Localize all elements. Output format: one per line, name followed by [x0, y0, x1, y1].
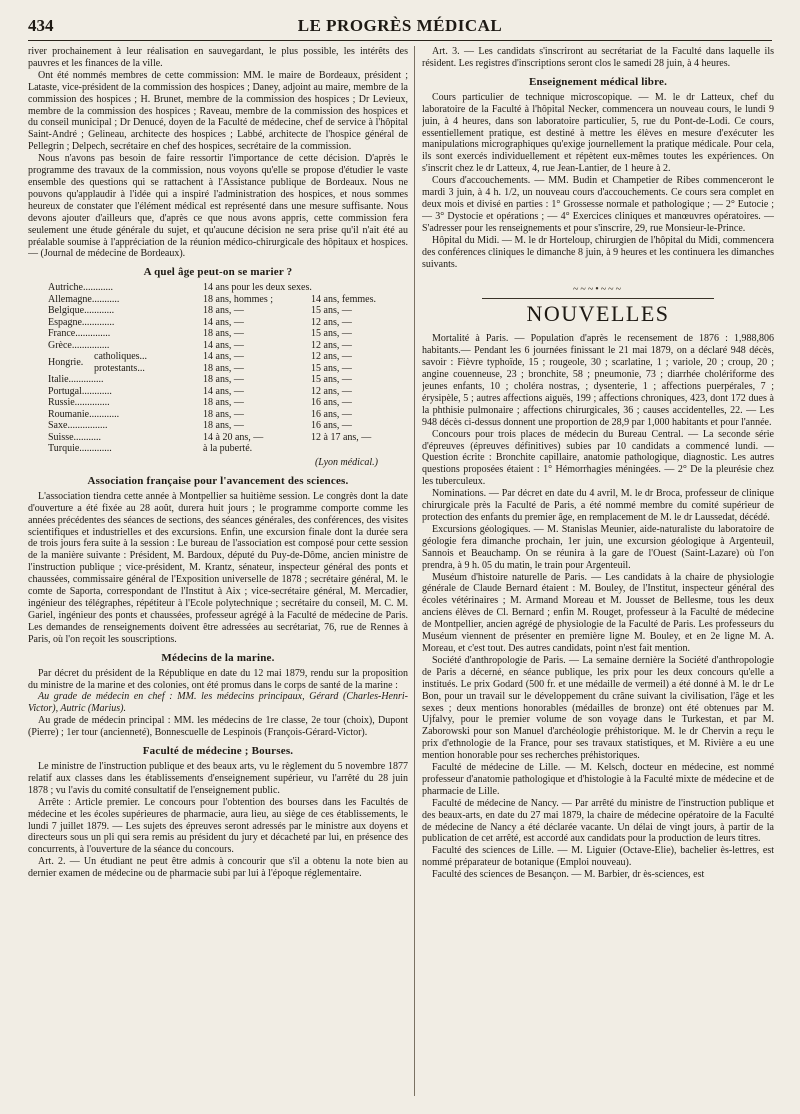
age-women: 12 ans, — [311, 316, 352, 328]
news-lille-sciences: Faculté des sciences de Lille. — M. Liguier (Octave-Elie), bachelier ès-lettres, est nommé préparateur de botanique (Emploi nouveau). [422, 845, 774, 869]
age-row [48, 432, 408, 444]
age-country: Saxe................ [48, 420, 108, 432]
age-women: 16 ans, — [311, 397, 352, 409]
marine-title: Médecins de la marine. [161, 651, 275, 664]
age-country: France.............. [48, 328, 111, 340]
age-row [48, 443, 408, 455]
age-country: Suisse........... [48, 431, 102, 443]
age-women: 15 ans, — [311, 328, 352, 340]
age-women [311, 282, 401, 294]
bourses-paragraph-1: Le ministre de l'instruction publique et des beaux arts, vu le règlement du 5 novembre 1877 relatif aux classes dans les établissements d'enseignement supérieur, vu l'arrêté du 28 juin 1878 ; vu l'avis du comité consultatif de l'enseignement public. [28, 761, 408, 796]
nouvelles-title: NOUVELLES [526, 301, 670, 327]
age-men: 18 ans, — [203, 408, 244, 420]
news-nominations: Nominations. — Par décret en date du 4 avril, M. le dr Broca, professeur de clinique chirurgicale près la Faculté de Paris, a été nommé membre du comité supérieur de protection des enfants du premier âge, en remplacement de M. le dr Laussedat, décédé. [422, 488, 774, 523]
age-men: 14 à 20 ans, — [203, 431, 264, 443]
age-men: 18 ans, hommes ; [203, 293, 273, 305]
age-men: 14 ans pour les deux sexes. [203, 282, 312, 294]
age-rows-group-2 [48, 374, 408, 455]
age-row [48, 305, 408, 317]
age-row [48, 409, 408, 421]
cours-microscopique: Cours particulier de technique microscopique. — M. le dr Latteux, chef du laboratoire de la Faculté à l'hôpital Necker, commencera un nouveau cours, le lundi 9 juin, à 4 heures, dans son laboratoire particulier, 5, rue du Pont-de-Lodi. Ce cours, essentiellement pratique, est destiné à mettre les élèves en mesure d'exécuter les manipulations micrographiques qu'exige journellement la pratique médicale. Pour cela, ils sont exercés individuellement et répètent eux-mêmes toutes les expériences. On s'inscrit chez le dr Latteux, 4, rue Jean-Lantier, de 1 heure à 2. [422, 91, 774, 175]
age-women: 14 ans, femmes. [311, 293, 376, 305]
age-men: 18 ans, — [203, 397, 244, 409]
age-row-hongrie [48, 351, 408, 374]
journal-title: LE PROGRÈS MÉDICAL [297, 16, 503, 35]
age-men: 14 ans, — [203, 316, 244, 328]
age-country: Espagne............. [48, 316, 115, 328]
bourses-paragraph-3: Art. 2. — Un étudiant ne peut être admis à concourir que s'il a obtenu la note bien au dernier examen de médecine ou de pharmacie subi par lui à l'époque réglementaire. [28, 856, 408, 880]
age-women: 15 ans, — [311, 305, 352, 317]
cours-accouchements: Cours d'accouchements. — MM. Budin et Champetier de Ribes commenceront le mardi 3 juin, à 4 h. 1/2, un nouveau cours d'accouchements. Ce cours sera complet en deux mois et divisé en parties : 1° Grossesse normale et pathologique ; — 2° Eutocie ; — 3° Dystocie et opérations ; — 4° Exercices cliniques et manœuvres opératoires. — S'adresser pour les renseignements et pour s'inscrire, 29, rue Monsieur-le-Prince. [422, 175, 774, 234]
hongrie-label: Hongrie. [48, 357, 84, 369]
age-country: Grèce............... [48, 339, 110, 351]
age-country: Roumanie............ [48, 408, 120, 420]
age-row [94, 363, 408, 375]
marine-paragraph-3: Au grade de médecin principal : MM. les médecins de 1re classe, 2e tour (choix), Dupont (Pierre) ; 1er tour (ancienneté), Bonnescuelle de Lespinois (François-Gérard-Victor). [28, 715, 408, 739]
afas-title: Association française pour l'avancement des sciences. [87, 474, 349, 487]
marine-paragraph-1: Par décret du président de la République en date du 12 mai 1879, rendu sur la proposition du ministre de la marine et des colonies, ont été promus dans le corps de santé de la marine : [28, 667, 408, 691]
age-men: à la puberté. [203, 443, 253, 455]
news-lille-medecine: Faculté de médecine de Lille. — M. Kelsch, docteur en médecine, est nommé professeur d'anatomie pathologique et d'histologie à la Faculté mixte de médecine et de pharmacie de Lille. [422, 762, 774, 797]
age-women: 15 ans, — [311, 374, 352, 386]
age-country: Belgique............ [48, 305, 115, 317]
age-row [48, 328, 408, 340]
news-anthropologie: Société d'anthropologie de Paris. — La semaine dernière la Société d'anthropologie de Paris a décerné, en séance publique, les prix pour les deux concours qu'elle a institués. Le prix Godard (500 fr. et une médaille de vermeil) a été donné à M. le dr Le Bon, pour un travail sur le développement du crâne suivant la civilisation, l'âge et les sexes ; deux mentions honorables (médailles de bronze) ont été obtenues par M. Ujfalvy, pour le premier volume de son voyage dans le Turkestan, et par M. Zaborowski pour son Manuel d'archéologie préhistorique. M. le dr Chervin a reçu le prix d'ethnologie de la France, pour ses travaux statistiques, et M. Rivière a eu une mention honorable pour ses recherches préhistoriques. [422, 654, 774, 762]
bourses-article-3: Art. 3. — Les candidats s'inscriront au secrétariat de la Faculté dans laquelle ils résident. Les registres d'inscriptions seront clos le samedi 28 juin, à 4 heures. [422, 46, 774, 69]
news-besancon: Faculté des sciences de Besançon. — M. Barbier, dr ès-sciences, est [432, 869, 705, 881]
bourses-paragraph-2: Arrête : Article premier. Le concours pour l'obtention des bourses dans les Facultés de médecine et les écoles supérieures de pharmacie, aura lieu, au siège de ces établissements, le lundi 7 juillet 1879. — Les sujets des épreuves seront adressés par le ministre aux doyens et directeurs sous un pli qui sera remis au président du jury et décacheté par lui, en présence des concurrents, à l'ouverture de la séance du concours. [28, 796, 408, 856]
age-row [48, 340, 408, 352]
right-column [422, 46, 774, 1098]
news-excursions: Excursions géologiques. — M. Stanislas Meunier, aide-naturaliste du laboratoire de géologie fera dimanche prochain, 1er juin, une excursion géologique à Argenteuil, Sannois et Beauchamp. On se réunira à la gare de l'Ouest (Saint-Lazare) où l'on prendra, à 9 h. 05 du matin, le train pour Argenteuil. [422, 523, 774, 571]
news-museum: Muséum d'histoire naturelle de Paris. — Les candidats à la chaire de physiologie générale de Claude Bernard étaient : M. Bouley, de l'Institut, inspecteur général des écoles vétérinaires ; M. Armand Moreau et M. Jousset de Bellesme, tous les deux anciens élèves de Cl. Bernard ; enfin M. Rouget, professeur à la Faculté de médecine de Montpellier, ancien agrégé de physiologie de la Faculté de Paris. Les professeurs du Muséum viennent de présenter en première ligne M. Bouley, et en 2e ligne M. A. Moreau, et c'est tout. Des autres candidats, point n'est fait mention. [422, 571, 774, 654]
age-country: Turquie............. [48, 443, 112, 455]
age-row [48, 420, 408, 432]
news-concours: Concours pour trois places de médecin du Bureau Central. — La seconde série d'épreuves (épreuves définitives) subies par 10 candidats a commencé lundi. — Question écrite : Bronchite capillaire, anatomie pathologique, diagnostic. Les autres questions proposées étaient : 1° Hémorrhagies méningées. — 2° De la pleurésie chez les tuberculeux. [422, 428, 774, 488]
age-women [311, 443, 401, 455]
age-women: 12 à 17 ans, — [311, 431, 372, 443]
age-country: Portugal............ [48, 385, 112, 397]
age-men: 18 ans, — [203, 420, 244, 432]
age-country: Italie.............. [48, 374, 104, 386]
enseignement-libre-title: Enseignement médical libre. [528, 75, 668, 88]
hopital-du-midi: Hôpital du Midi. — M. le dr Horteloup, chirurgien de l'hôpital du Midi, commencera des conférences cliniques le dimanche 8 juin, à 9 heures et les continuera les dimanches suivants. [422, 234, 774, 270]
age-row [48, 282, 408, 294]
column-divider [414, 46, 415, 1096]
news-nancy: Faculté de médecine de Nancy. — Par arrêté du ministre de l'instruction publique et des beaux-arts, en date du 27 mai 1879, la chaire de médecine opératoire de la Faculté de médecine de Nancy a été déclarée vacante. Un délai de vingt jours, à partir de la publication de cet arrêté, est accordé aux candidats pour la production de leurs titres. [422, 797, 774, 845]
age-men: 18 ans, — [203, 374, 244, 386]
age-row [48, 397, 408, 409]
age-women: 12 ans, — [311, 385, 352, 397]
age-men: 14 ans, — [203, 339, 244, 351]
page-number: 434 [28, 16, 54, 35]
age-women: 15 ans, — [311, 362, 352, 374]
age-women: 12 ans, — [311, 351, 352, 363]
marriage-age-title: A quel âge peut-on se marier ? [143, 266, 293, 279]
afas-paragraph: L'association tiendra cette année à Montpellier sa huitième session. Le congrès dont la date d'ouverture a été fixée au 28 août, durera huit jours ; le programme comporte comme les années précédentes des séances de sections, des séances générales, des conférences, des visites scientifiques et industrielles et des excursions. Enfin, une excursion finale dont la durée sera de trois jours fera suite à la session : Le bureau de l'association est composé pour cette session de la manière suivante : Président, M. Bardoux, député du Puy-de-Dôme, ancien ministre de l'instruction publique ; vice-président, M. Krantz, sénateur, inspecteur général des ponts et chaussées, commissaire général de l'Exposition universelle de 1878 ; secrétaire général, M. le comte de Saporta, correspondant de l'Institut à Aix ; vice-secrétaire général, M. Mercadier, ingénieur des télégraphes, répétiteur à l'Ecole polytechnique ; secrétaire du conseil, M. C. M. Gariel, ingénieur des ponts et chaussées, professeur agrégé à la Faculté de médecine de Paris. Les demandes de renseignements doivent être adressées au secrétariat, 76, rue de Rennes à Paris, où l'on reçoit les souscriptions. [28, 490, 408, 645]
commission-continuation: river prochainement à leur réalisation en sauvegardant, le plus possible, les intérêts des pauvres et les finances de la ville. [28, 46, 408, 69]
age-men: 18 ans, — [203, 328, 244, 340]
age-row [94, 351, 408, 363]
age-country: protestants... [94, 362, 145, 374]
section-ornament: ~~~•~~~ [573, 284, 623, 296]
age-country: Russie.............. [48, 397, 110, 409]
age-women: 16 ans, — [311, 420, 352, 432]
bourses-title: Faculté de médecine ; Bourses. [142, 745, 294, 758]
age-men: 18 ans, — [203, 305, 244, 317]
commission-members-paragraph: Ont été nommés membres de cette commission: MM. le maire de Bordeaux, président ; Lataste, vice-président de la commission des hospices ; Daney, adjoint au maire, membre de la commission des hospices ; H. Brunet, membre de la commission des hospices ; Dr Levieux, membre de la commission des hospices ; Raveau, membre de la commission des hospices et du conseil municipal ; Dr Denucé, doyen de la Faculté de médecine, chef de service à l'hôpital Saint-André ; Gelineau, architecte des hospices ; Labbé, architecte de l'hospice général de Pellegrin ; Delpech, secrétaire en chef des hospices, secrétaire de la commission. [28, 69, 408, 153]
age-country: Allemagne........... [48, 293, 120, 305]
age-men: 14 ans, — [203, 351, 244, 363]
age-men: 18 ans, — [203, 362, 244, 374]
commission-importance-paragraph: Nous n'avons pas besoin de faire ressortir l'importance de cette décision. D'après le programme des travaux de la commission, nous voyons qu'elle se propose d'étudier le vaste ensemble des questions qui se rattachent à l'Assistance publique de Bordeaux. Nous ne pouvons qu'applaudir à l'idée qui a inspiré l'administration des hospices, et nous sommes heureux de constater que l'élément médical est représenté dans une mesure suffisante. Nous devons ajouter d'ailleurs que, d'après ce que nous avons appris, cette commission fera seulement une étude générale du sujet, et qu'aucune décision ne sera prise qu'il n'ait été au préalable soumise à l'appréciation de la réunion médico-chirurgicale des hôpitaux et hospices. — (Journal de médecine de Bordeaux). [28, 153, 408, 260]
marriage-age-table [48, 282, 408, 455]
age-men: 14 ans, — [203, 385, 244, 397]
age-row [48, 294, 408, 306]
left-column [28, 46, 408, 1098]
page-header [28, 14, 772, 41]
age-rows-group-1 [48, 282, 408, 351]
age-row [48, 374, 408, 386]
age-women: 16 ans, — [311, 408, 352, 420]
marriage-age-source: (Lyon médical.) [314, 456, 378, 468]
news-mortalite: Mortalité à Paris. — Population d'après le recensement de 1876 : 1,988,806 habitants.— Pendant les 6 journées finissant le 21 mai 1879, on a déclaré 948 décès, savoir : Fièvre typhoïde, 15 ; rougeole, 30 ; scarlatine, 1 ; variole, 20 ; croup, 20 ; angine couenneuse, 23 ; bronchite, 58 ; pneumonie, 73 ; diarrhée cholériforme des jeunes enfants, 10 ; choléra nostras, ; dysenterie, 1 ; affections puerpérales, 7 ; érysipèle, 5 ; autres affections aiguës, 199 ; affections chroniques, 423, dont 172 dues à la phthisie pulmonaire ; affections chirurgicales, 36 ; causes accidentelles, 22. — Les 948 décès ci-dessus donnent une proportion de 28,9 par 1,000 habitants et pour l'année. [422, 333, 774, 428]
age-row [48, 317, 408, 329]
hongrie-subrows [94, 351, 408, 374]
age-women: 12 ans, — [311, 339, 352, 351]
age-country: Autriche............ [48, 282, 113, 294]
age-country: catholiques... [94, 351, 148, 363]
nouvelles-rule [482, 298, 714, 299]
marine-paragraph-2: Au grade de médecin en chef : MM. les médecins principaux, Gérard (Charles-Henri-Victor), Autric (Marius). [28, 691, 408, 715]
age-row [48, 386, 408, 398]
